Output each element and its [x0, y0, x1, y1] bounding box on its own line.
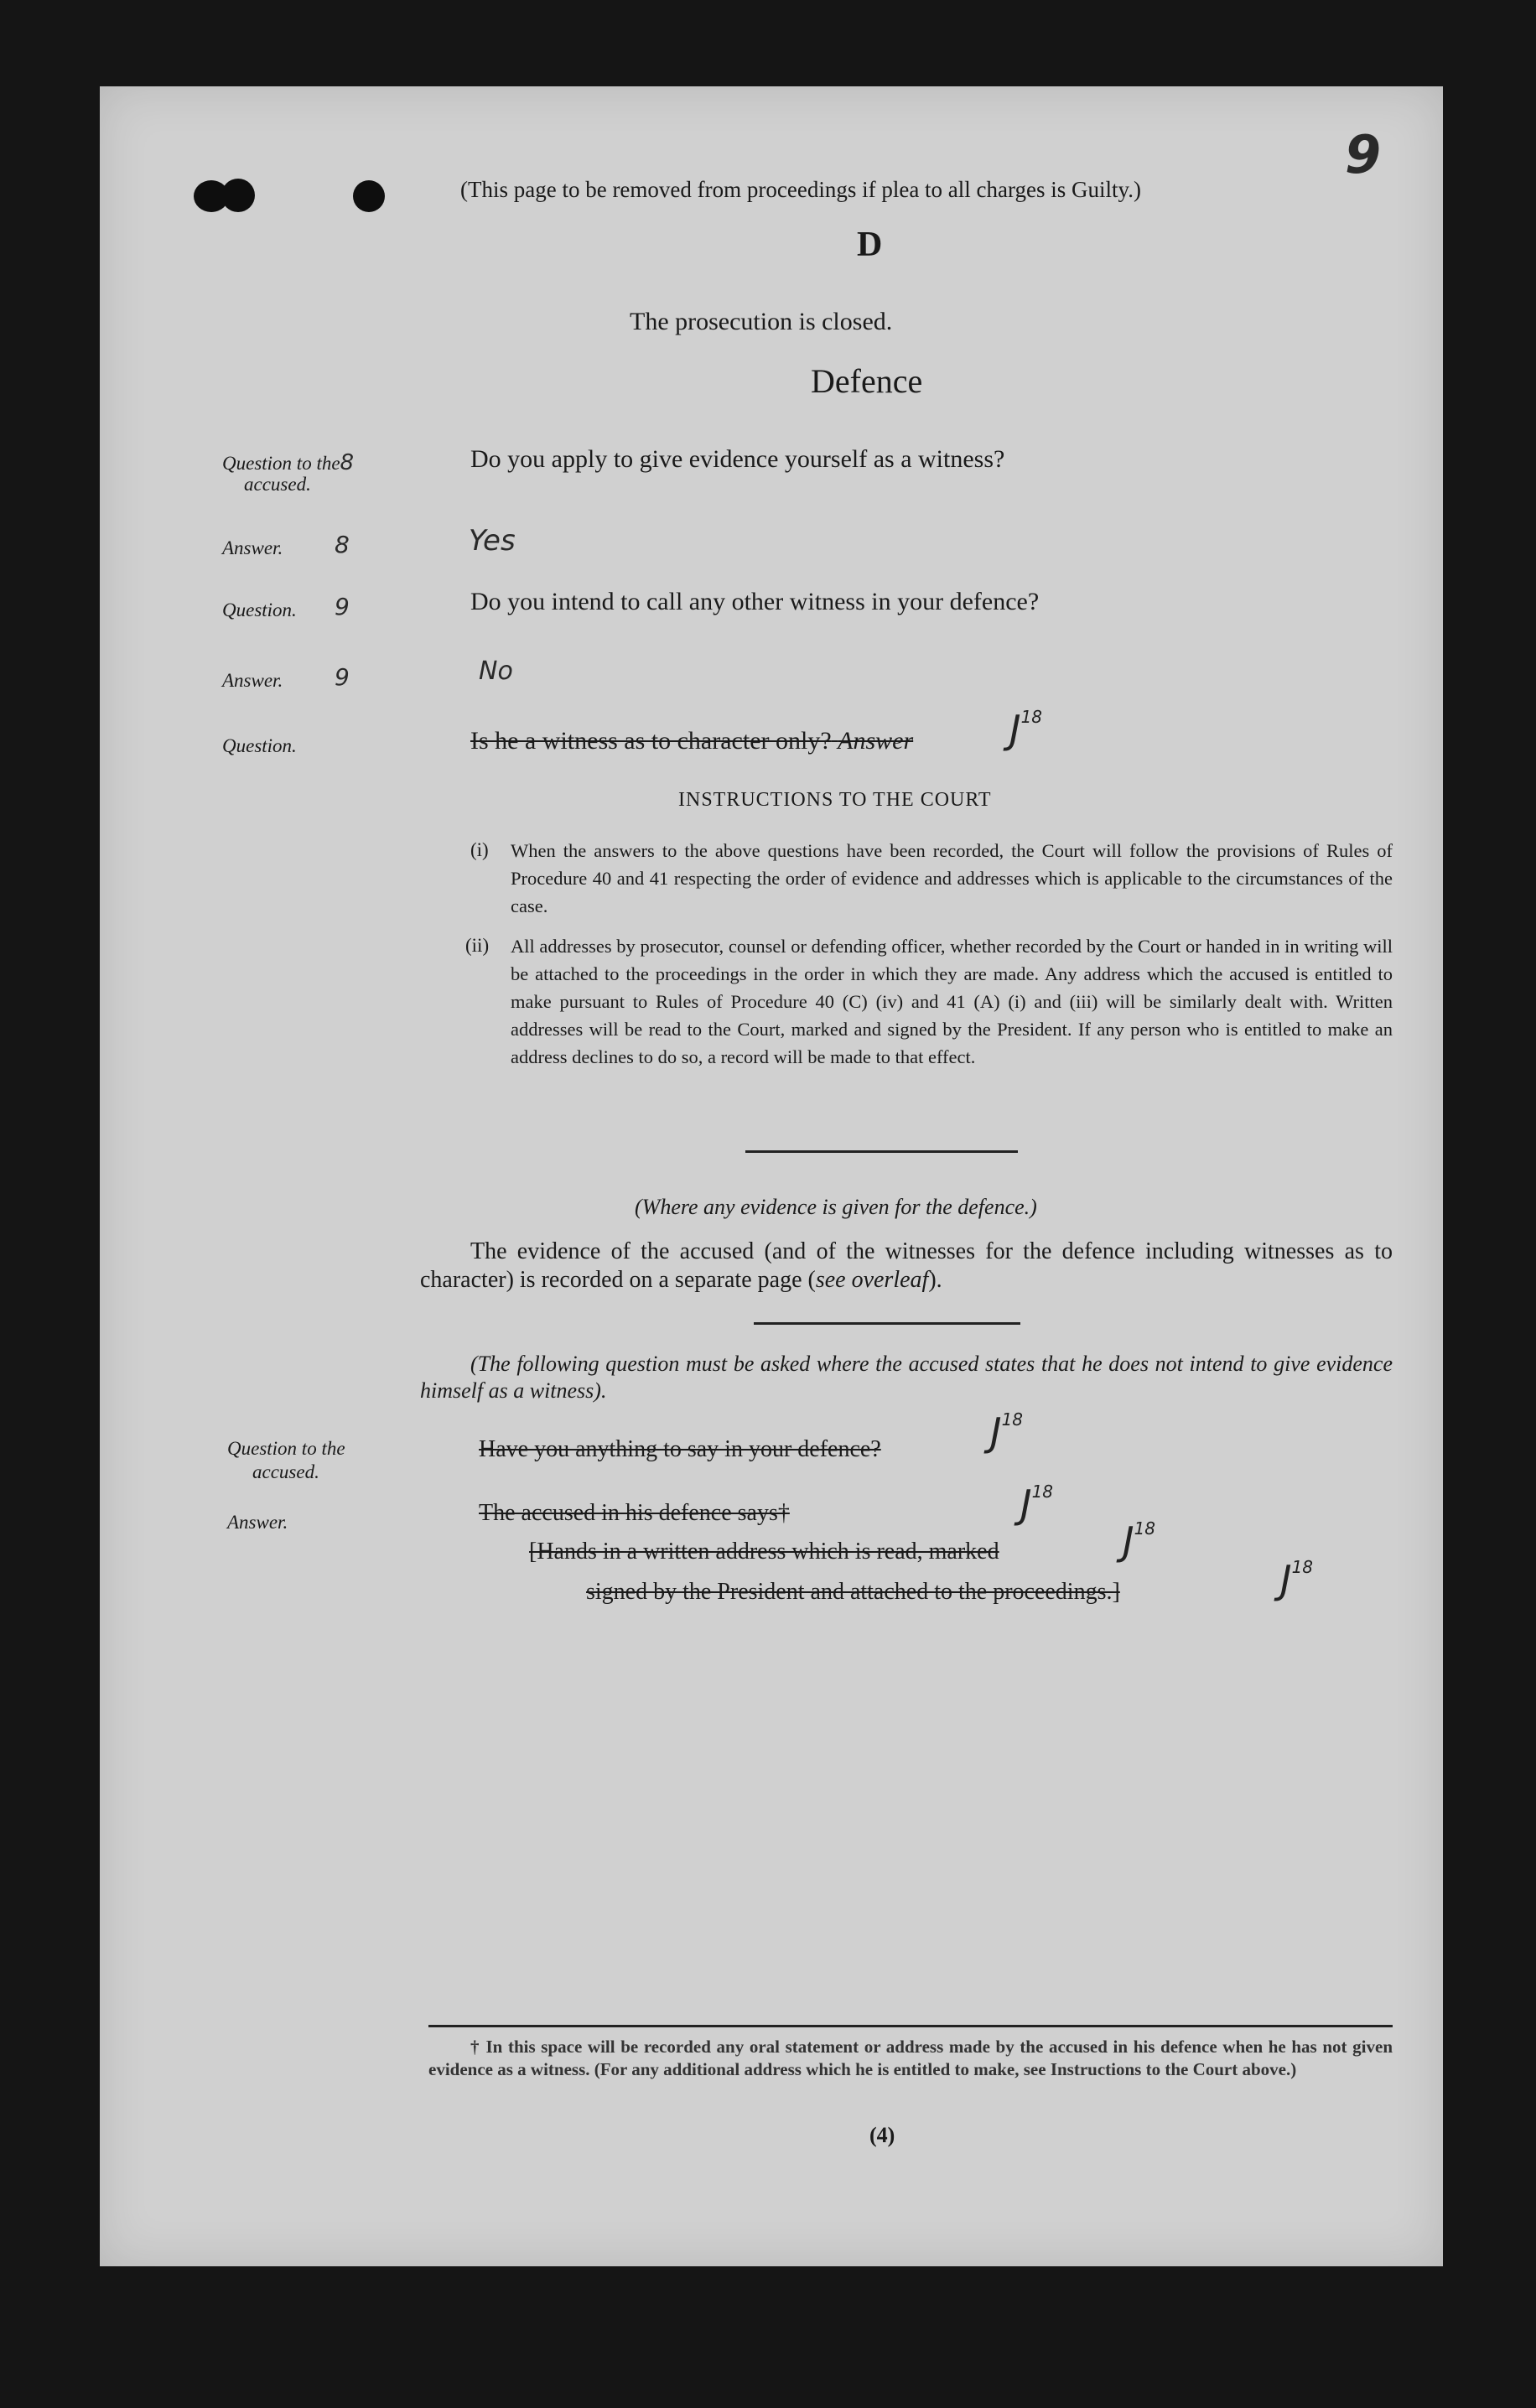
question-text: Do you intend to call any other witness in your defence? [470, 588, 1040, 615]
section-letter: D [857, 226, 883, 264]
defence-question-struck: Have you anything to say in your defence? [479, 1436, 881, 1462]
document-page [100, 86, 1443, 2266]
initials-mark: $J^{18}$ [1123, 1518, 1156, 1564]
question-label: Question. [222, 735, 297, 756]
divider [754, 1322, 1020, 1325]
divider [745, 1150, 1018, 1153]
question-number: 8 [340, 450, 355, 475]
answer-handwritten: No [479, 656, 513, 686]
answer-number: 8 [335, 531, 350, 558]
initials-mark: $J^{18}$ [990, 1409, 1024, 1455]
instruction-clause-i: When the answers to the above questions have been recorded, the Court will follow the provisions of Rules of Procedure 40 and 41 respecting the order of evidence and addresses which is applicable to the circumstances of the case. [511, 840, 1393, 916]
defence-evidence-paragraph: The evidence of the accused (and of the witnesses for the defence including witnesses as to character) is recorded on a separate page (see overleaf). [420, 1238, 1393, 1293]
answer-handwritten: Yes [469, 524, 516, 558]
answer-label: Answer. [222, 537, 283, 558]
answer-number: 9 [335, 663, 350, 691]
question-number: 9 [335, 593, 350, 620]
page-number: (4) [869, 2123, 895, 2147]
instruction-clause-ii: All addresses by prosecutor, counsel or defending officer, whether recorded by the Court or handed in in writing will be attached to the proceedings in the order in which they are made. Any address which the accused is entitled to make pursuant to Rules of Procedure 40 (C) (iv) and 41 (A) (i) and (iii) will be similarly dealt with. Written addresses will be read to the Court, marked and signed by the President. If any person who is entitled to make an address declines to do so, a record will be made to that effect. [511, 936, 1393, 1067]
footnote-rule [428, 2025, 1393, 2027]
question-text: Do you apply to give evidence yourself as a witness? [470, 445, 1005, 473]
prosecution-closed: The prosecution is closed. [630, 308, 893, 335]
no-evidence-note: (The following question must be asked where the accused states that he does not intend to give evidence himself as a witness). [420, 1352, 1393, 1403]
question-label: Question to the8 [222, 450, 355, 475]
punch-hole-mark [353, 180, 385, 212]
initials-mark: $J^{18}$ [1280, 1557, 1314, 1602]
question-text-struck: Is he a witness as to character only? Answer [470, 727, 914, 755]
page-folio: 9 [1345, 124, 1382, 185]
question-label: Question. [222, 599, 297, 620]
removal-note: (This page to be removed from proceedings if plea to all charges is Guilty.) [460, 177, 1142, 202]
instructions-title: INSTRUCTIONS TO THE COURT [678, 789, 992, 811]
hands-in-line-2: signed by the President and attached to the proceedings.] [586, 1579, 1120, 1605]
footnote: † In this space will be recorded any oral statement or address made by the accused in his defence when he has not given evidence as a witness. (For any additional address which he is entitled to make, see Instructions to the Court above.) [428, 2037, 1393, 2079]
page-title: Defence [811, 362, 923, 400]
clause-number: (i) [470, 839, 489, 860]
initials-mark: $J^{18}$ [1009, 707, 1043, 752]
question-label-cont: accused. [244, 474, 311, 495]
answer-label: Answer. [222, 670, 283, 691]
defence-evidence-note: (Where any evidence is given for the defence.) [635, 1195, 1037, 1219]
question-label: Question to the [227, 1438, 345, 1459]
initials-mark: $J^{18}$ [1020, 1482, 1054, 1527]
punch-hole-mark [221, 179, 255, 212]
clause-number: (ii) [465, 935, 490, 956]
hands-in-line-1: [Hands in a written address which is read, marked [529, 1539, 999, 1565]
defence-answer-struck: The accused in his defence says† [479, 1500, 790, 1526]
answer-label: Answer. [227, 1512, 288, 1533]
question-label-cont: accused. [252, 1461, 319, 1482]
